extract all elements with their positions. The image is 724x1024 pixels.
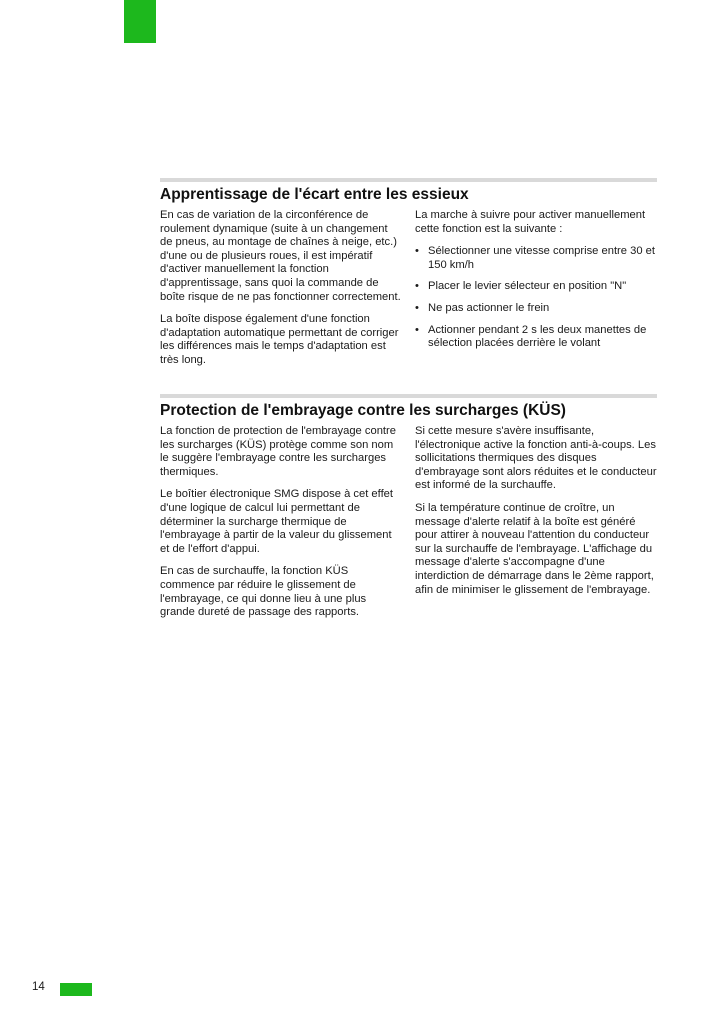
paragraph: La fonction de protection de l'embrayage contre les surcharges (KÜS) protège comme son nom le suggère l'embrayage contre les surcharges thermiques.	[160, 425, 396, 478]
section-axle-learning	[160, 178, 657, 377]
section-title: Apprentissage de l'écart entre les essieux	[160, 186, 469, 203]
list-item-text: Ne pas actionner le frein	[428, 301, 550, 314]
left-column	[160, 425, 402, 629]
paragraph: Le boîtier électronique SMG dispose à cet effet d'une logique de calcul lui permettant de déterminer la surcharge thermique de l'embrayage à partir de la valeur du glissement et de l'effort d'appui.	[160, 488, 394, 555]
paragraph: Si la température continue de croître, un message d'alerte relatif à la boîte est généré pour attirer à nouveau l'attention du conducteur sur la surchauffe de l'embrayage. L'affichage du message d'alerte s'accompagne d'une interdiction de démarrage dans le 2ème rapport, afin de minimiser le glissement de l'embrayage.	[415, 501, 654, 596]
right-column	[415, 209, 657, 377]
section-columns	[160, 209, 657, 377]
section-divider-bar	[160, 394, 657, 398]
paragraph-intro: La marche à suivre pour activer manuellement cette fonction est la suivante :	[415, 209, 646, 235]
section-divider-bar	[160, 178, 657, 182]
bullet-icon: •	[415, 245, 419, 258]
section-clutch-protection	[160, 394, 657, 629]
right-column	[415, 425, 657, 629]
paragraph: En cas de variation de la circonférence de roulement dynamique (suite à un changement de pneus, au montage de chaînes à neige, etc.) d'une ou de plusieurs roues, il est impératif d'activer manuellement la fonction d'apprentissage, sans quoi la commande de boîte risque de ne pas fonctionner correctement.	[160, 209, 401, 303]
section-title: Protection de l'embrayage contre les surcharges (KÜS)	[160, 402, 566, 419]
list-item-text: Placer le levier sélecteur en position "N"	[428, 280, 627, 293]
paragraph: En cas de surchauffe, la fonction KÜS commence par réduire le glissement de l'embrayage, ce qui donne lieu à une plus grande dureté de passage des rapports.	[160, 565, 367, 619]
bullet-icon: •	[415, 280, 419, 293]
list-item	[415, 280, 657, 294]
paragraph: Si cette mesure s'avère insuffisante, l'électronique active la fonction anti-à-coups. Les sollicitations thermiques des disques d'embrayage sont alors réduites et le conducteur est informé de la surchauffe.	[415, 425, 657, 492]
list-item-text: Actionner pendant 2 s les deux manettes de sélection placées derrière le volant	[428, 323, 647, 350]
list-item	[415, 302, 657, 316]
left-column	[160, 209, 402, 377]
section-columns	[160, 425, 657, 629]
page-number: 14	[32, 981, 45, 993]
bullet-icon: •	[415, 301, 419, 314]
paragraph: La boîte dispose également d'une fonction d'adaptation automatique permettant de corriger les différences mais le temps d'adaptation est très long.	[160, 313, 399, 366]
top-green-tab	[124, 0, 156, 43]
bullet-icon: •	[415, 323, 419, 336]
list-item	[415, 245, 657, 272]
footer-green-bar	[60, 983, 92, 996]
list-item	[415, 324, 657, 351]
list-item-text: Sélectionner une vitesse comprise entre 30 et 150 km/h	[428, 245, 655, 271]
steps-list	[415, 245, 657, 351]
